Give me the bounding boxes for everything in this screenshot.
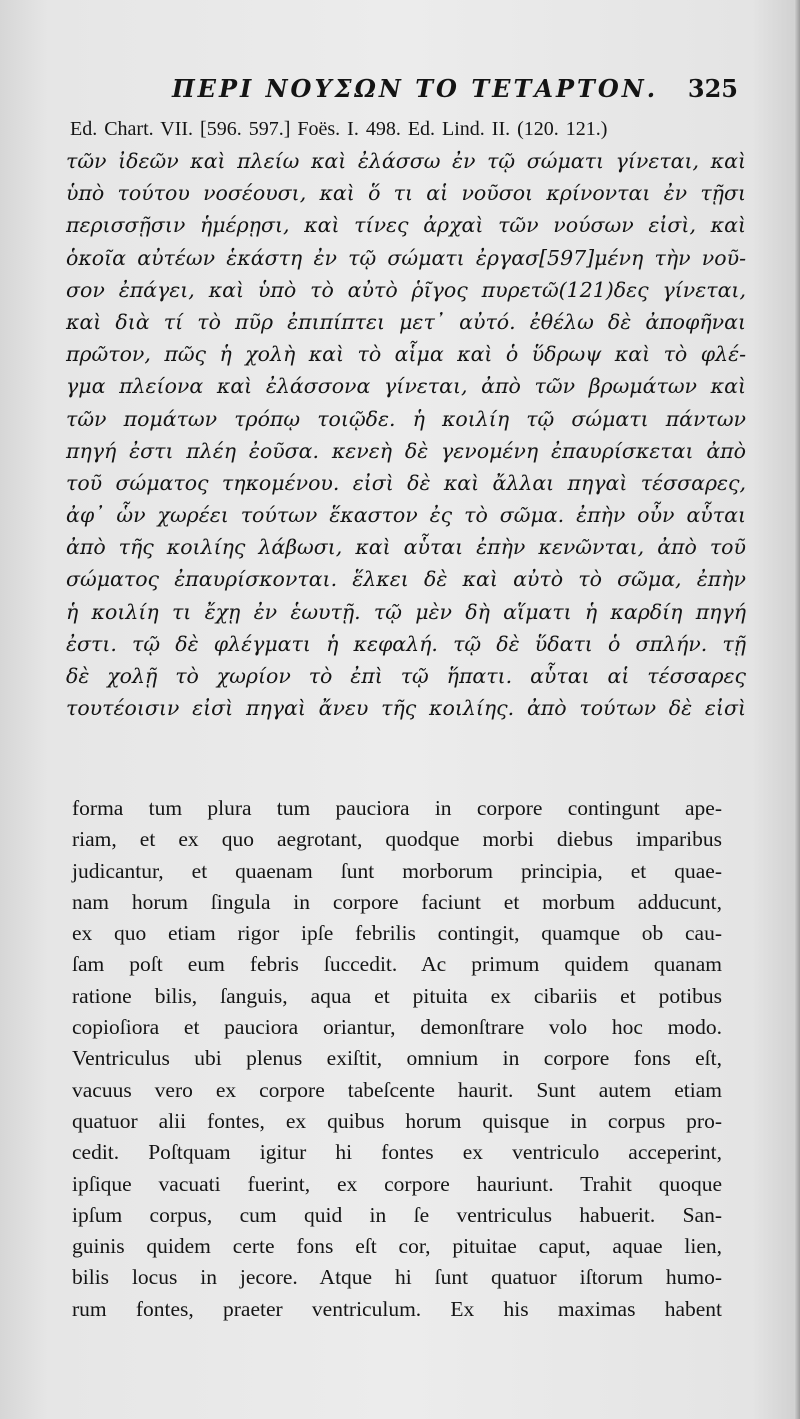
greek-text-line: τουτέοισιν εἰσὶ πηγαὶ ἄνευ τῆς κοιλίης. ἀπὸ τούτων δὲ εἰσὶ [66,696,746,721]
greek-text-line: σώματος ἐπαυρίσκονται. ἕλκει δὲ καὶ αὐτὸ τὸ σῶμα, ἐπὴν [66,567,746,592]
greek-text-line: δὲ χολῇ τὸ χωρίον τὸ ἐπὶ τῷ ἥπατι. αὗται αἱ τέσσαρες [66,664,746,688]
latin-text-line: ex quo etiam rigor ipſe febrilis contingit, quamque ob cau- [72,921,722,946]
greek-text-line: ἐστι. τῷ δὲ φλέγματι ἡ κεφαλή. τῷ δὲ ὕδατι ὁ σπλήν. τῇ [66,631,746,656]
greek-text-line: γμα πλείονα καὶ ἐλάσσονα γίνεται, ἀπὸ τῶν βρωμάτων καὶ [66,374,746,399]
latin-text-line: quatuor alii fontes, ex quibus horum quisque in corpus pro- [72,1108,722,1133]
latin-text-line: ſam poſt eum febris ſuccedit. Ac primum quidem quanam [72,952,722,977]
latin-text-line: copioſiora et pauciora oriantur, demonſtrare volo hoc modo. [72,1015,722,1040]
latin-text-line: guinis quidem certe fons eſt cor, pituitae caput, aquae lien, [72,1234,722,1259]
greek-text-line: τοῦ σώματος τηκομένου. εἰσὶ δὲ καὶ ἄλλαι πηγαὶ τέσσαρες, [66,470,746,495]
latin-text-line: nam horum ſingula in corpore faciunt et morbum adducunt, [72,889,722,914]
greek-text-line: τῶν ἰδεῶν καὶ πλείω καὶ ἐλάσσω ἐν τῷ σώματι γίνεται, καὶ [66,149,746,173]
latin-text-line: ipſique vacuati fuerint, ex corpore hauriunt. Trahit quoque [72,1171,722,1196]
greek-text-line: τῶν πομάτων τρόπῳ τοιῷδε. ἡ κοιλίη τῷ σώματι πάντων [66,406,746,431]
latin-text-line: ratione bilis, ſanguis, aqua et pituita ex cibariis et potibus [72,983,722,1008]
greek-text-line: πρῶτον, πῶς ἡ χολὴ καὶ τὸ αἷμα καὶ ὁ ὕδρωψ καὶ τὸ φλέ- [66,342,746,367]
latin-text-line: bilis locus in jecore. Atque hi ſunt quatuor iſtorum humo- [72,1265,722,1290]
latin-text-line: Ventriculus ubi plenus exiſtit, omnium in corpore fons eſt, [72,1046,722,1071]
latin-text-line: riam, et ex quo aegrotant, quodque morbi diebus imparibus [72,827,722,852]
greek-text-line: καὶ διὰ τί τὸ πῦρ ἐπιπίπτει μετ᾽ αὐτό. ἐθέλω δὲ ἀποφῆναι [66,309,746,334]
greek-text-line: ἀπὸ τῆς κοιλίης λάβωσι, καὶ αὗται ἐπὴν κενῶνται, ἀπὸ τοῦ [66,535,746,560]
edition-reference-line: Ed. Chart. VII. [596. 597.] Foës. I. 498. Ed. Lind. II. (120. 121.) [70,118,608,140]
page-edge-shadow [794,0,800,1419]
greek-text-line: ὑπὸ τούτου νοσέουσι, καὶ ὅ τι αἱ νοῦσοι κρίνονται ἐν τῇσι [66,181,746,206]
greek-text-line: πηγή ἐστι πλέη ἐοῦσα. κενεὴ δὲ γενομένη ἐπαυρίσκεται ἀπὸ [66,438,746,463]
greek-text-block [66,145,746,724]
latin-text-line: cedit. Poſtquam igitur hi fontes ex ventriculo acceperint, [72,1140,722,1165]
latin-text-line: forma tum plura tum pauciora in corpore contingunt ape- [72,796,722,820]
greek-text-line: ἡ κοιλίη τι ἔχῃ ἐν ἑωυτῇ. τῷ μὲν δὴ αἵματι ἡ καρδίη πηγή [66,599,746,624]
running-head [68,74,738,110]
greek-text-line: σον ἐπάγει, καὶ ὑπὸ τὸ αὐτὸ ῥῖγος πυρετῶ(121)δες γίνεται, [66,277,746,302]
latin-text-line: vacuus vero ex corpore tabeſcente haurit. Sunt autem etiam [72,1077,722,1102]
latin-text-line: rum fontes, praeter ventriculum. Ex his maximas habent [72,1296,722,1321]
greek-text-line: περισσῇσιν ἡμέρῃσι, καὶ τίνες ἀρχαὶ τῶν νούσων εἰσὶ, καὶ [66,213,746,238]
latin-text-line: judicantur, et quaenam ſunt morborum principia, et quae- [72,858,722,883]
latin-text-line: ipſum corpus, cum quid in ſe ventriculus habuerit. San- [72,1202,722,1227]
latin-translation-block [72,793,722,1325]
greek-text-line: ἀφ᾽ ὧν χωρέει τούτων ἕκαστον ἐς τὸ σῶμα. ἐπὴν οὖν αὗται [66,503,746,528]
running-title: ΠΕΡΙ ΝΟΥΣΩΝ ΤΟ ΤΕΤΑΡΤΟΝ. [172,74,659,103]
greek-text-line: ὁκοῖα αὐτέων ἑκάστη ἐν τῷ σώματι ἐργασ[597]μένη τὴν νοῦ- [66,245,746,270]
page-number: 325 [687,74,738,103]
